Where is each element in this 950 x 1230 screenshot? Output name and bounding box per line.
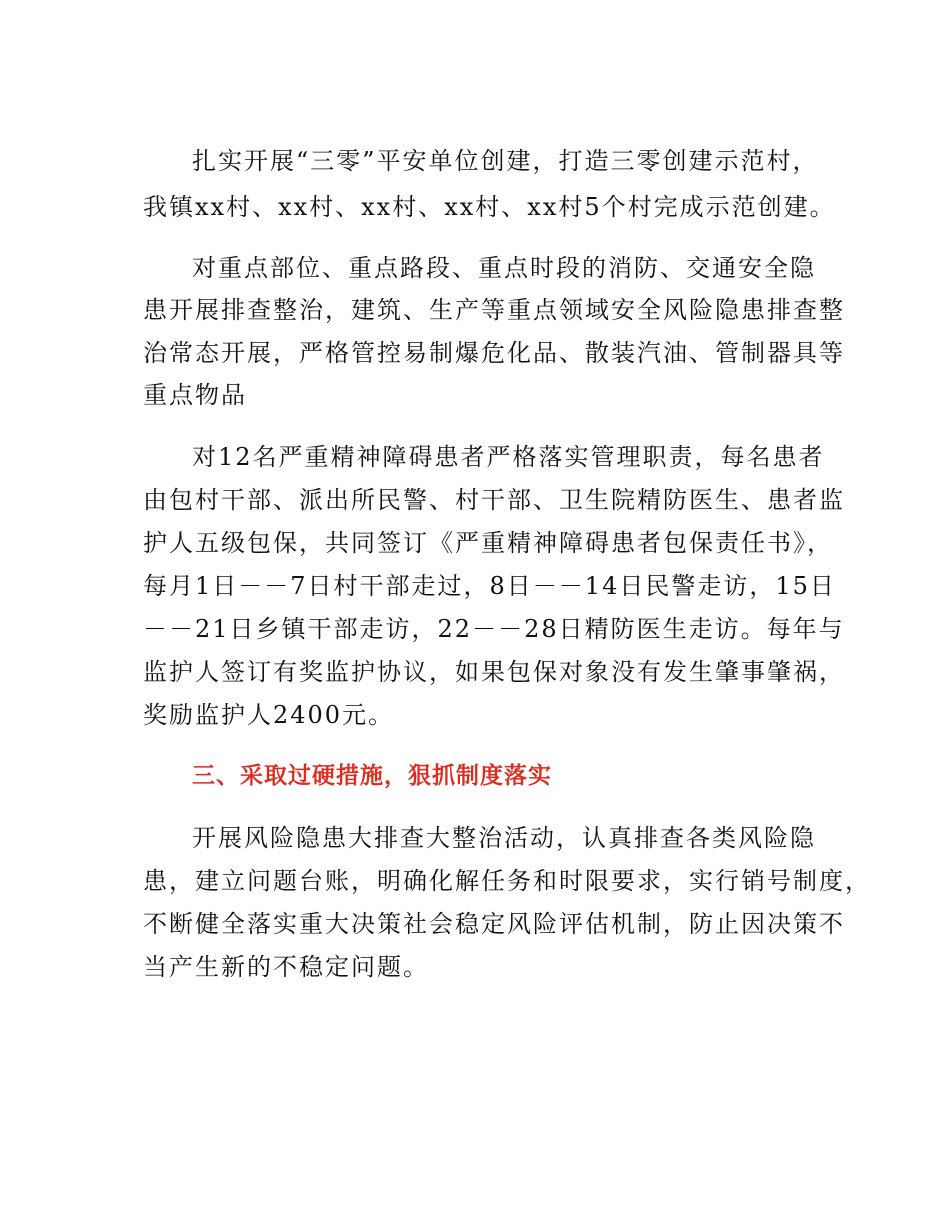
paragraph-line: 奖励监护人2400元。 xyxy=(143,701,395,729)
paragraph-line: 对重点部位、重点路段、重点时段的消防、交通安全隐 xyxy=(192,254,816,282)
paragraph-line: 治常态开展，严格管控易制爆危化品、散装汽油、管制器具等 xyxy=(143,339,845,367)
paragraph-line: 监护人签订有奖监护协议，如果包保对象没有发生肇事肇祸， xyxy=(143,658,845,686)
paragraph-line: 开展风险隐患大排查大整治活动，认真排查各类风险隐 xyxy=(192,824,816,852)
paragraph-line: 不断健全落实重大决策社会稳定风险评估机制，防止因决策不 xyxy=(143,910,845,938)
section-heading: 三、采取过硬措施，狠抓制度落实 xyxy=(192,763,552,789)
paragraph-line: 重点物品 xyxy=(143,381,247,409)
paragraph-line: 对12名严重精神障碍患者严格落实管理职责，每名患者 xyxy=(192,443,825,471)
paragraph-line: 护人五级包保，共同签订《严重精神障碍患者包保责任书》， xyxy=(143,529,833,557)
paragraph-line: 患开展排查整治，建筑、生产等重点领域安全风险隐患排查整 xyxy=(143,296,845,324)
paragraph-line: 扎实开展“三零”平安单位创建，打造三零创建示范村， xyxy=(192,147,819,175)
paragraph-line: 由包村干部、派出所民警、村干部、卫生院精防医生、患者监 xyxy=(143,486,845,514)
paragraph-line: 患，建立问题台账，明确化解任务和时限要求，实行销号制度， xyxy=(143,867,871,895)
paragraph-line: 当产生新的不稳定问题。 xyxy=(143,953,429,981)
paragraph-line: 我镇xx村、xx村、xx村、xx村、xx村5个村完成示范创建。 xyxy=(143,193,836,221)
paragraph-line: 每月1日－－7日村干部走过，8日－－14日民警走访，15日 xyxy=(143,572,836,600)
paragraph-line: －－21日乡镇干部走访，22－－28日精防医生走访。每年与 xyxy=(143,615,845,643)
